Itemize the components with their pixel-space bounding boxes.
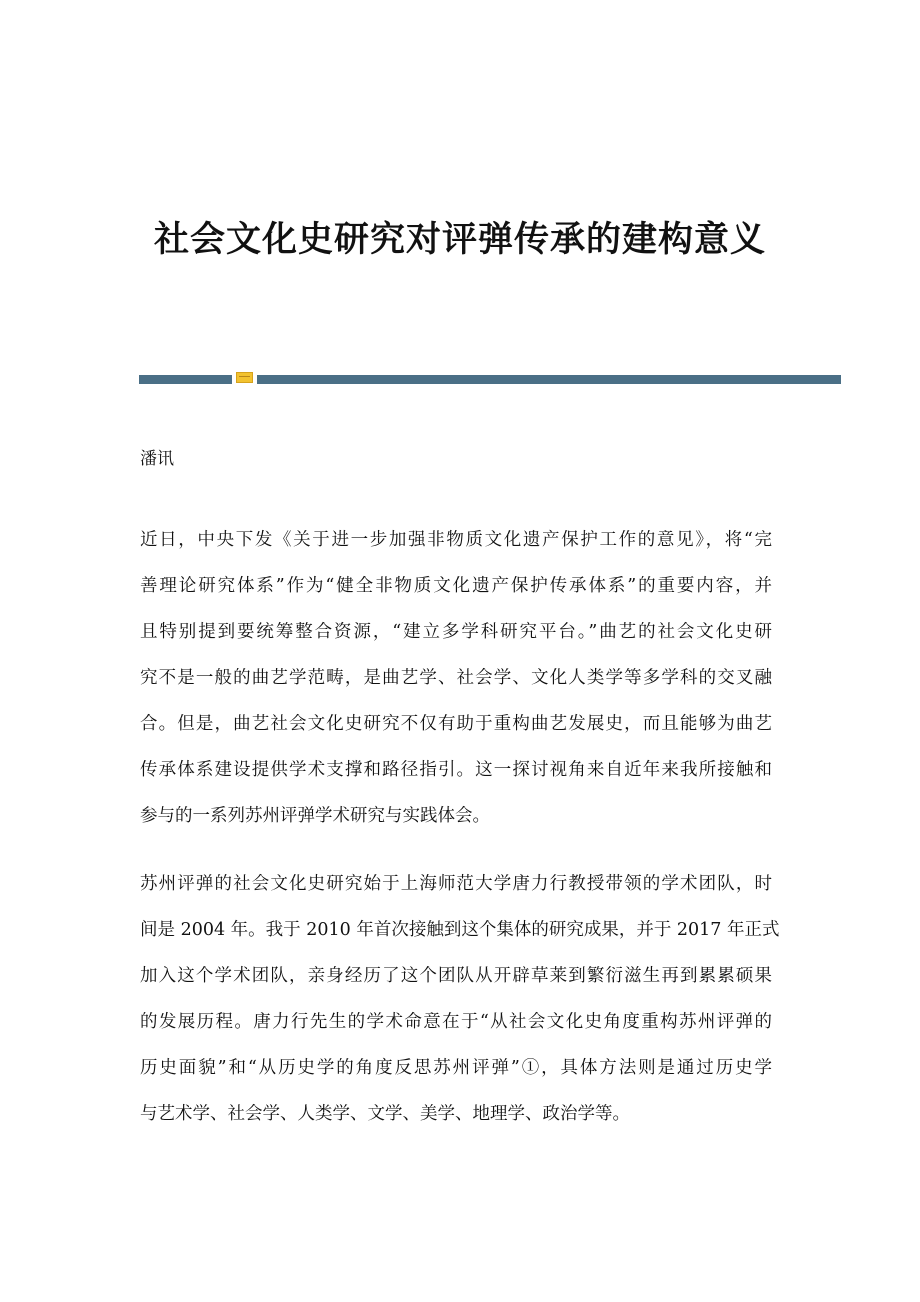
text-line: 且特别提到要统筹整合资源，“建立多学科研究平台。”曲艺的社会文化史研: [140, 622, 772, 642]
author-name: 潘讯: [140, 449, 174, 469]
text-line: 苏州评弹的社会文化史研究始于上海师范大学唐力行教授带领的学术团队，时: [140, 874, 772, 894]
text-line: 间是 2004 年。我于 2010 年首次接触到这个集体的研究成果，并于 2017 年正式: [140, 920, 780, 940]
envelope-icon: [236, 372, 253, 383]
text-line: 参与的一系列苏州评弹学术研究与实践体会。: [140, 806, 490, 826]
text-line: 近日，中央下发《关于进一步加强非物质文化遗产保护工作的意见》，将“完: [140, 530, 772, 550]
text-line: 善理论研究体系”作为“健全非物质文化遗产保护传承体系”的重要内容，并: [140, 576, 772, 596]
text-line: 与艺术学、社会学、人类学、文学、美学、地理学、政治学等。: [140, 1104, 630, 1124]
text-line: 加入这个学术团队，亲身经历了这个团队从开辟草莱到繁衍滋生再到累累硕果: [140, 966, 772, 986]
text-line: 历史面貌”和“从历史学的角度反思苏州评弹”①，具体方法则是通过历史学: [140, 1058, 772, 1078]
paragraph-1: [140, 529, 772, 851]
text-line: 的发展历程。唐力行先生的学术命意在于“从社会文化史角度重构苏州评弹的: [140, 1012, 772, 1032]
divider-bar-right: [257, 375, 841, 384]
divider-bar-left: [139, 375, 232, 384]
text-line: 传承体系建设提供学术支撑和路径指引。这一探讨视角来自近年来我所接触和: [140, 760, 772, 780]
text-line: 究不是一般的曲艺学范畴，是曲艺学、社会学、文化人类学等多学科的交叉融: [140, 668, 772, 688]
paragraph-2: [140, 873, 780, 1149]
text-line: 合。但是，曲艺社会文化史研究不仅有助于重构曲艺发展史，而且能够为曲艺: [140, 714, 772, 734]
document-title: 社会文化史研究对评弹传承的建构意义: [153, 219, 766, 260]
